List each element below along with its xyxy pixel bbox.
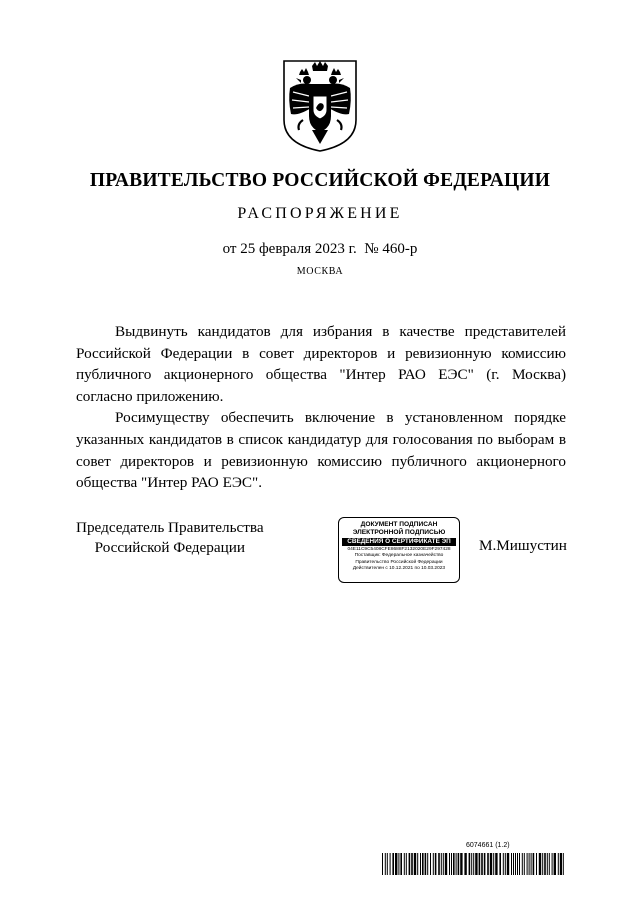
stamp-cert-number: 04E11C9C5408CFE8688F2132020E29F297428 — [347, 547, 451, 552]
stamp-certificate-bar: СВЕДЕНИЯ О СЕРТИФИКАТЕ ЭП — [342, 538, 456, 546]
signatory-position-line-1: Председатель Правительства — [76, 519, 264, 536]
coat-of-arms-icon — [281, 58, 359, 154]
stamp-line-2: ЭЛЕКТРОННОЙ ПОДПИСЬЮ — [352, 529, 446, 536]
document-body — [76, 321, 566, 494]
stamp-supplier-2: Правительство Российской Федерации — [355, 559, 443, 565]
signatory-name: М.Мишустин — [479, 537, 567, 554]
signatory-position — [76, 518, 264, 558]
document-date-number: от 25 февраля 2023 г. № 460-р — [222, 241, 418, 257]
stamp-validity: Действителен с 10.12.2021 по 10.03.2023 — [352, 566, 446, 572]
body-paragraph-1: Выдвинуть кандидатов для избрания в качестве представителей Российской Федерации в совет директоров и ревизионную комиссию публичного акционерного общества "Интер РАО ЕЭС" (г. Москва) согласно приложению. — [76, 323, 566, 405]
body-paragraph-2: Росимуществу обеспечить включение в установленном порядке указанных кандидатов в список кандидатур для голосования по выборам в совет директоров и ревизионную комиссию публичного акционерного общества "Интер РАО ЕЭС". — [76, 409, 566, 492]
signatory-position-line-2: Российской Федерации — [94, 539, 245, 556]
stamp-line-1: ДОКУМЕНТ ПОДПИСАН — [360, 521, 438, 528]
document-code: 6074661 (1.2) — [466, 842, 510, 849]
document-city: МОСКВА — [296, 266, 344, 277]
stamp-supplier-1: Поставщик: Федеральное казначейство — [354, 553, 444, 559]
barcode-icon — [382, 853, 564, 875]
government-title: ПРАВИТЕЛЬСТВО РОССИЙСКОЙ ФЕДЕРАЦИИ — [89, 170, 551, 191]
document-type: РАСПОРЯЖЕНИЕ — [237, 205, 403, 222]
electronic-signature-stamp — [338, 517, 460, 583]
